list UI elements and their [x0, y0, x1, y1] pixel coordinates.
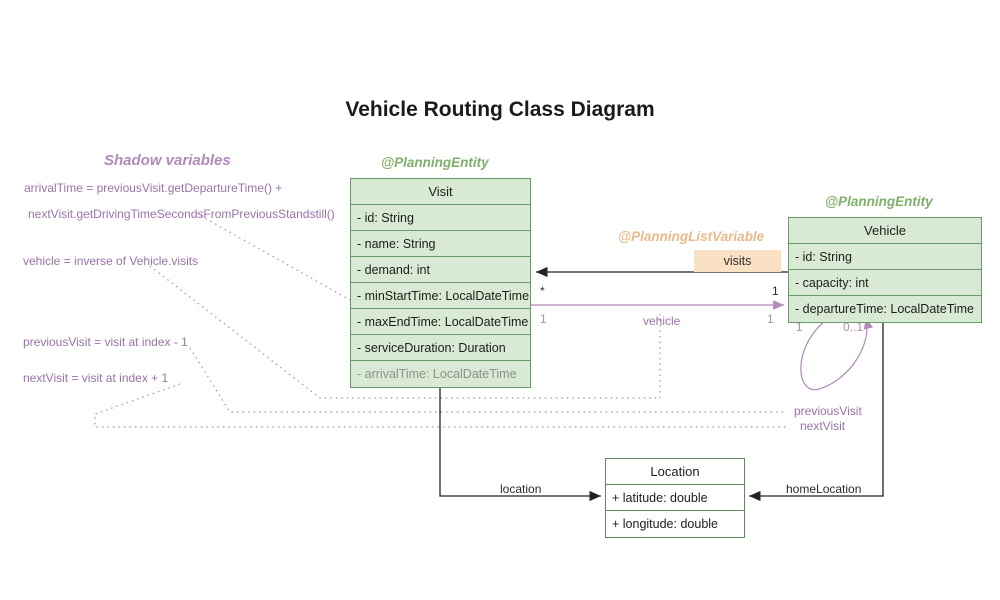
attribute-row: - id: String	[351, 205, 530, 231]
stereotype-planning-list-variable: @PlanningListVariable	[618, 229, 765, 244]
class-box-location	[605, 458, 745, 538]
class-name-visit: Visit	[351, 179, 530, 205]
stereotype-visit: @PlanningEntity	[381, 155, 489, 170]
class-name-vehicle: Vehicle	[789, 218, 981, 244]
page-title: Vehicle Routing Class Diagram	[345, 98, 655, 121]
edge-label-selfloop-source-multiplicity: 1	[796, 320, 803, 334]
attribute-row: - departureTime: LocalDateTime	[795, 302, 975, 316]
shadow-variables-title: Shadow variables	[104, 152, 231, 169]
edge-label-selfloop-target-multiplicity: 0..1	[843, 320, 864, 334]
attribute-row: - maxEndTime: LocalDateTime	[351, 309, 530, 335]
edge-label-location: location	[500, 482, 542, 496]
shadow-variable-line: vehicle = inverse of Vehicle.visits	[23, 254, 199, 268]
attribute-row: + latitude: double	[606, 485, 744, 511]
attribute-row: - demand: int	[351, 257, 530, 283]
edge-label-visits-target-multiplicity: 1	[772, 284, 779, 298]
attribute-row: - capacity: int	[789, 270, 981, 296]
edge-label-vehicle-target-multiplicity: 1	[767, 312, 774, 326]
attribute-row: - id: String	[789, 244, 981, 270]
shadow-variable-line: arrivalTime = previousVisit.getDepartureTime() +	[24, 181, 283, 195]
shadow-variable-line: previousVisit = visit at index - 1	[23, 335, 188, 349]
class-box-vehicle	[788, 217, 982, 323]
attribute-row: - serviceDuration: Duration	[351, 335, 530, 361]
list-variable-badge	[694, 250, 781, 272]
edge-label-vehicle: vehicle	[643, 314, 681, 328]
edge-label-home-location: homeLocation	[786, 482, 862, 496]
attribute-row-shadow: - arrivalTime: LocalDateTime	[357, 367, 517, 381]
list-variable-label: visits	[723, 254, 752, 268]
attribute-row: - minStartTime: LocalDateTime	[351, 283, 530, 309]
shadow-variable-line: nextVisit.getDrivingTimeSecondsFromPreviousStandstill()	[28, 207, 335, 221]
edge-label-next-visit: nextVisit	[800, 419, 846, 433]
stereotype-vehicle: @PlanningEntity	[825, 194, 933, 209]
class-box-visit	[350, 178, 531, 388]
edge-label-visits-source-multiplicity: *	[540, 284, 545, 298]
class-name-location: Location	[606, 459, 744, 485]
shadow-variable-line: nextVisit = visit at index + 1	[23, 371, 169, 385]
edge-label-vehicle-source-multiplicity: 1	[540, 312, 547, 326]
attribute-row: - name: String	[351, 231, 530, 257]
attribute-row: + longitude: double	[606, 511, 744, 537]
edge-label-previous-visit: previousVisit	[794, 404, 862, 418]
